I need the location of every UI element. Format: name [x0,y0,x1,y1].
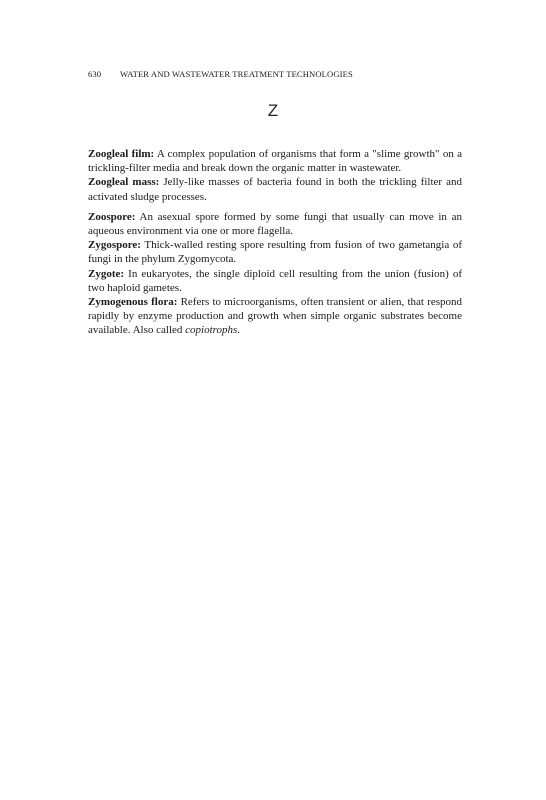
glossary-entry-zoogleal-film [88,147,462,175]
glossary-entries [88,147,462,338]
section-letter: Z [267,101,279,120]
entry-definition: Jelly-like masses of bacteria found in both the trickling filter and activated sludge processes. [88,176,463,203]
running-title: WATER AND WASTEWATER TREATMENT TECHNOLOGIES [120,69,353,79]
glossary-entry-zygote [88,267,462,295]
entry-term: Zoospore: [88,210,136,223]
glossary-entry-zygospore [88,238,462,266]
entry-term: Zygote: [88,267,125,280]
glossary-entry-zymogenous-flora [88,295,462,338]
entry-definition-italic-term: copiotrophs [185,324,238,337]
entry-definition: A complex population of organisms that form a "slime growth" on a trickling-filter media and break down the organic matter in wastewater. [88,148,462,175]
entry-term: Zygospore: [88,239,141,252]
glossary-entry-zoospore [88,210,462,238]
entry-term: Zymogenous flora: [88,296,178,309]
entry-definition: In eukaryotes, the single diploid cell resulting from the union (fusion) of two haploid gametes. [88,267,462,294]
page-number: 630 [88,69,102,79]
entry-term: Zoogleal mass: [88,176,160,189]
entry-term: Zoogleal film: [88,148,155,160]
entry-definition-punct: . [237,324,241,337]
running-header [88,69,353,79]
glossary-entry-zoogleal-mass [88,175,462,203]
entry-definition: An asexual spore formed by some fungi that usually can move in an aqueous environment via one or more flagella. [88,210,462,238]
entry-definition-text: Refers to microorganisms, often transient or alien, that respond rapidly by enzyme production and growth when simple organic substrates become available. Also called [88,296,462,337]
entry-definition: Thick-walled resting spore resulting from fusion of two gametangia of fungi in the phylum Zygomycota. [88,239,462,266]
